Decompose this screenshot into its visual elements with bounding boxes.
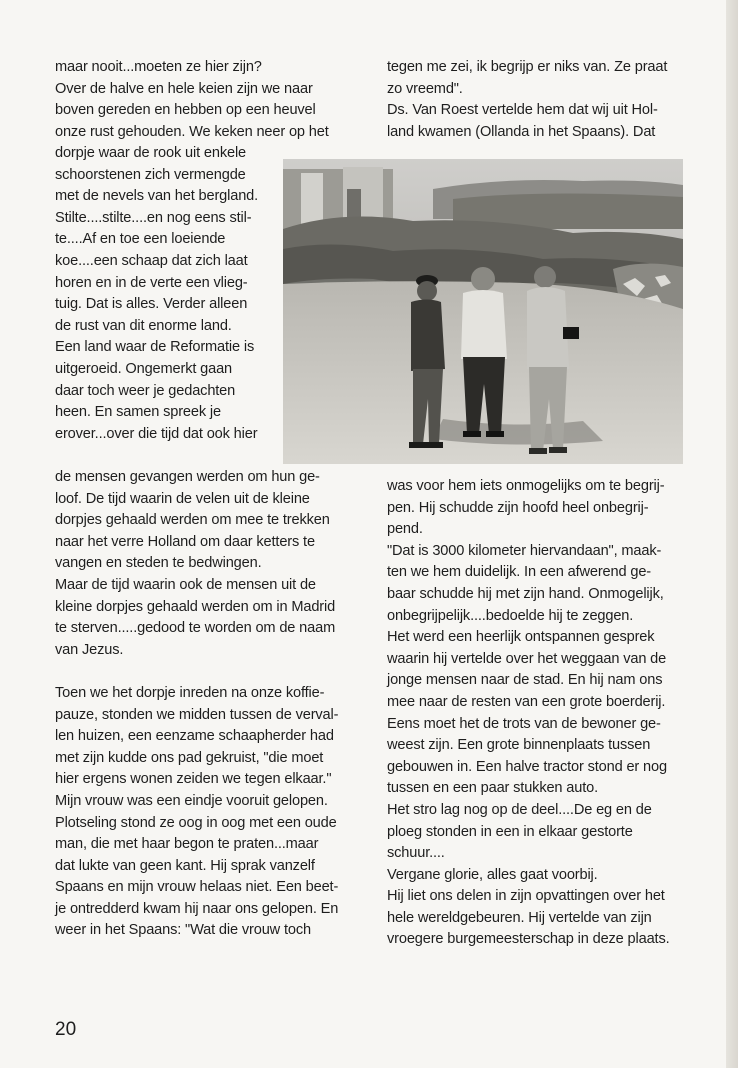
text-line: boven gereden en hebben op een heuvel — [55, 102, 316, 119]
text-line: vroegere burgemeesterschap in deze plaats. — [387, 931, 670, 948]
text-line: Plotseling stond ze oog in oog met een oude — [55, 814, 337, 831]
text-line: je ontredderd kwam hij naar ons gelopen. En — [55, 900, 339, 917]
text-line: pend. — [387, 521, 423, 538]
text-line: de mensen gevangen werden om hun ge- — [55, 469, 320, 485]
text-line: ploeg stonden in een in elkaar gestorte — [387, 823, 633, 840]
text-line: te sterven.....gedood te worden om de naam — [55, 620, 336, 637]
photo-three-men-village-road — [283, 159, 683, 464]
left-column-top-text — [55, 57, 329, 143]
text-line: Ds. Van Roest vertelde hem dat wij uit Hol- — [387, 102, 658, 119]
text-line: Een land waar de Reformatie is — [55, 339, 255, 356]
text-line: land kwamen (Ollanda in het Spaans). Dat — [387, 123, 656, 140]
left-column-bottom-text — [55, 467, 338, 942]
text-line: loof. De tijd waarin de velen uit de kleine — [55, 490, 310, 507]
text-line: Stilte....stilte....en nog eens stil- — [55, 209, 252, 226]
text-line: kleine dorpjes gehaald werden om in Madrid — [55, 598, 336, 615]
text-line: dat lukte van geen kant. Hij sprak vanzelf — [55, 857, 315, 874]
text-line: zo vreemd". — [387, 80, 463, 97]
page-number: 20 — [55, 1019, 77, 1040]
text-line: uitgeroeid. Ongemerkt gaan — [55, 360, 233, 377]
text-line: heen. En samen spreek je — [55, 404, 221, 421]
page-edge — [726, 0, 738, 1068]
text-line: schuur.... — [387, 845, 445, 862]
text-line: erover...over die tijd dat ook hier — [55, 425, 258, 442]
text-line: was voor hem iets onmogelijks om te begrij- — [387, 478, 665, 494]
text-line: "Dat is 3000 kilometer hiervandaan", maak- — [387, 542, 662, 559]
text-line: baar schudde hij met zijn hand. Onmogelijk, — [387, 585, 664, 602]
text-line: vangen en steden te bedwingen. — [55, 555, 262, 572]
text-line: Maar de tijd waarin ook de mensen uit de — [55, 576, 316, 593]
text-line: gebouwen in. Een halve tractor stond er nog — [387, 758, 667, 775]
text-line: daar toch weer je gedachten — [55, 382, 236, 399]
right-column-bottom-text — [387, 476, 670, 951]
text-line: Eens moet het de trots van de bewoner ge- — [387, 715, 661, 732]
text-line: Spaans en mijn vrouw helaas niet. Een beet- — [55, 879, 339, 896]
left-column-wrap-text — [55, 143, 258, 445]
paragraph-gap — [55, 661, 338, 683]
article-photo — [283, 159, 683, 464]
text-line: hele wereldgebeuren. Hij vertelde van zijn — [387, 909, 652, 926]
text-line: van Jezus. — [55, 641, 124, 658]
text-line: Vergane glorie, alles gaat voorbij. — [387, 866, 598, 883]
text-line: horen en in de verte een vlieg- — [55, 274, 248, 291]
text-line: met zijn kudde ons pad gekruist, "die moet — [55, 749, 324, 766]
text-line: tegen me zei, ik begrijp er niks van. Ze praat — [387, 59, 668, 75]
text-line: schoorstenen zich vermengde — [55, 166, 246, 183]
text-line: mee naar de resten van een grote boerderij. — [387, 693, 666, 710]
text-line: Het stro lag nog op de deel....De eg en de — [387, 801, 652, 818]
text-line: Het werd een heerlijk ontspannen gesprek — [387, 629, 655, 646]
text-line: Mijn vrouw was een eindje vooruit gelopen. — [55, 792, 328, 809]
text-line: Toen we het dorpje inreden na onze koffie- — [55, 684, 325, 701]
text-line: dorpjes gehaald werden om mee te trekken — [55, 512, 330, 529]
text-line: met de nevels van het bergland. — [55, 188, 259, 205]
text-line: tussen en een paar stukken auto. — [387, 780, 599, 797]
text-line: onze rust gehouden. We keken neer op het — [55, 123, 329, 140]
text-line: maar nooit...moeten ze hier zijn? — [55, 59, 262, 75]
text-line: tuig. Dat is alles. Verder alleen — [55, 296, 248, 313]
text-line: weer in het Spaans: "Wat die vrouw toch — [55, 922, 311, 939]
text-line: hier ergens wonen zeiden we tegen elkaar." — [55, 771, 332, 788]
text-line: weest zijn. Een grote binnenplaats tussen — [387, 737, 651, 754]
text-line: pen. Hij schudde zijn hoofd heel onbegrij- — [387, 499, 649, 516]
text-line: pauze, stonden we midden tussen de verval- — [55, 706, 339, 723]
text-line: len huizen, een eenzame schaapherder had — [55, 728, 334, 745]
text-line: onbegrijpelijk....bedoelde hij te zeggen. — [387, 607, 634, 624]
text-line: dorpje waar de rook uit enkele — [55, 145, 247, 161]
text-line: ten we hem duidelijk. In een afwerend ge- — [387, 564, 651, 581]
text-line: man, die met haar begon te praten...maar — [55, 836, 319, 853]
text-line: koe....een schaap dat zich laat — [55, 252, 248, 269]
text-line: waarin hij vertelde over het weggaan van de — [387, 650, 667, 667]
right-column-top-text — [387, 57, 667, 143]
text-line: Over de halve en hele keien zijn we naar — [55, 80, 313, 97]
text-line: naar het verre Holland om daar ketters te — [55, 533, 315, 550]
text-line: de rust van dit enorme land. — [55, 317, 232, 334]
text-line: Hij liet ons delen in zijn opvattingen over het — [387, 888, 665, 905]
text-line: jonge mensen naar de stad. En hij nam ons — [387, 672, 663, 689]
text-line: te....Af en toe een loeiende — [55, 231, 226, 248]
